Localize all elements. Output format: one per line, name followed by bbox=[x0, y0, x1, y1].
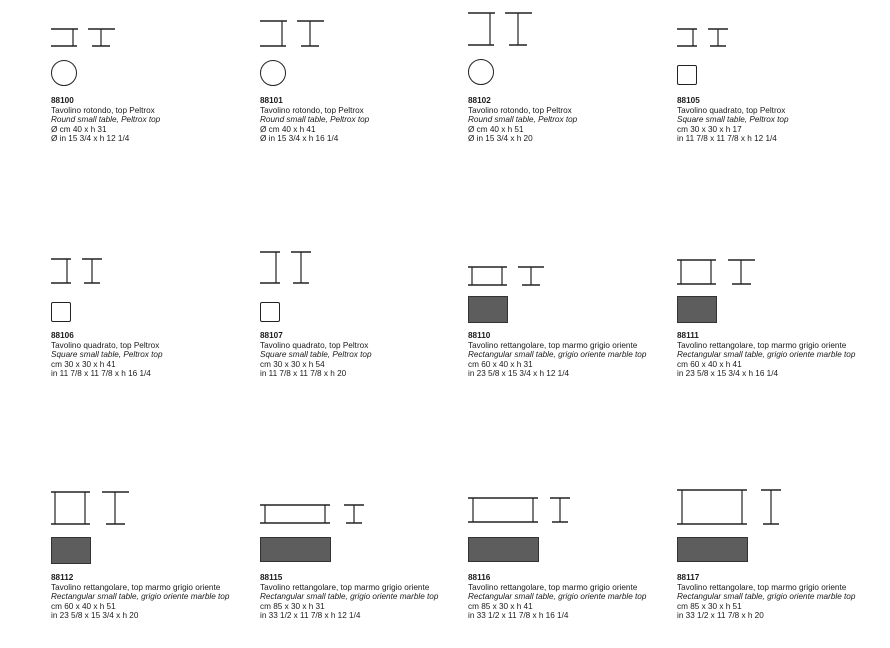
product-name-en: Rectangular small table, grigio oriente marble top bbox=[260, 592, 439, 602]
product-info bbox=[51, 96, 160, 144]
dimensions-cm: cm 30 x 30 x h 17 bbox=[677, 124, 742, 134]
product-code: 88102 bbox=[468, 96, 491, 105]
product-name-it: Tavolino rettangolare, top marmo grigio oriente bbox=[677, 340, 847, 350]
dimensions-in: in 33 1/2 x 11 7/8 x h 20 bbox=[677, 611, 764, 621]
dimensions-cm: cm 85 x 30 x h 41 bbox=[468, 601, 533, 611]
dimensions-in: Ø in 15 3/4 x h 16 1/4 bbox=[260, 134, 339, 144]
dimensions-cm: cm 30 x 30 x h 54 bbox=[260, 359, 325, 369]
product-name-it: Tavolino quadrato, top Peltrox bbox=[677, 105, 786, 115]
dimensions-cm: cm 60 x 40 x h 51 bbox=[51, 601, 116, 611]
product-name-en: Rectangular small table, grigio oriente marble top bbox=[468, 592, 647, 602]
product-code: 88115 bbox=[260, 573, 283, 582]
product-info bbox=[468, 96, 577, 144]
product-name-it: Tavolino rotondo, top Peltrox bbox=[51, 105, 155, 115]
dimensions-cm: cm 30 x 30 x h 41 bbox=[51, 359, 116, 369]
top-view-shape bbox=[677, 65, 697, 85]
elevation-drawing bbox=[677, 18, 797, 50]
product-name-it: Tavolino rettangolare, top marmo grigio oriente bbox=[468, 340, 638, 350]
product-code: 88101 bbox=[260, 96, 283, 105]
product-name-en: Square small table, Peltrox top bbox=[677, 115, 789, 125]
product-code: 88105 bbox=[677, 96, 700, 105]
elevation-drawing bbox=[51, 254, 171, 288]
top-view-shape bbox=[468, 296, 508, 323]
product-info bbox=[677, 573, 855, 621]
product-info bbox=[468, 573, 646, 621]
product-code: 88110 bbox=[468, 331, 491, 340]
product-card-88106 bbox=[51, 254, 256, 404]
elevation-drawing bbox=[468, 12, 588, 48]
dimensions-cm: cm 85 x 30 x h 51 bbox=[677, 601, 742, 611]
elevation-drawing bbox=[260, 18, 380, 50]
product-name-it: Tavolino rettangolare, top marmo grigio oriente bbox=[51, 582, 221, 592]
top-view-shape bbox=[51, 60, 77, 86]
product-info bbox=[51, 573, 229, 621]
product-name-it: Tavolino rotondo, top Peltrox bbox=[468, 105, 572, 115]
elevation-drawing bbox=[51, 488, 171, 528]
dimensions-cm: Ø cm 40 x h 41 bbox=[260, 124, 316, 134]
product-card-88101 bbox=[260, 18, 465, 168]
elevation-drawing bbox=[677, 486, 797, 528]
product-code: 88112 bbox=[51, 573, 74, 582]
product-card-88107 bbox=[260, 250, 465, 400]
elevation-drawing bbox=[51, 18, 171, 50]
product-card-88111 bbox=[677, 254, 882, 404]
product-card-88105 bbox=[677, 18, 882, 168]
dimensions-in: in 23 5/8 x 15 3/4 x h 12 1/4 bbox=[468, 369, 570, 379]
top-view-shape bbox=[260, 60, 286, 86]
product-card-88112 bbox=[51, 488, 256, 638]
product-code: 88116 bbox=[468, 573, 491, 582]
product-name-en: Square small table, Peltrox top bbox=[51, 350, 163, 360]
product-info bbox=[260, 96, 369, 144]
product-info bbox=[260, 331, 372, 379]
product-name-en: Rectangular small table, grigio oriente marble top bbox=[677, 592, 856, 602]
dimensions-in: in 11 7/8 x 11 7/8 x h 16 1/4 bbox=[51, 369, 151, 379]
product-name-en: Rectangular small table, grigio oriente marble top bbox=[677, 350, 856, 360]
top-view-shape bbox=[468, 537, 539, 562]
product-card-88102 bbox=[468, 12, 673, 162]
product-card-88100 bbox=[51, 18, 256, 168]
product-info bbox=[260, 573, 438, 621]
product-name-it: Tavolino quadrato, top Peltrox bbox=[51, 340, 160, 350]
elevation-drawing bbox=[260, 498, 380, 528]
dimensions-cm: cm 60 x 40 x h 31 bbox=[468, 359, 533, 369]
product-card-88115 bbox=[260, 498, 465, 648]
top-view-shape bbox=[677, 537, 748, 562]
dimensions-cm: cm 60 x 40 x h 41 bbox=[677, 359, 742, 369]
dimensions-cm: cm 85 x 30 x h 31 bbox=[260, 601, 325, 611]
product-card-88116 bbox=[468, 492, 673, 642]
product-card-88110 bbox=[468, 260, 673, 410]
dimensions-in: in 33 1/2 x 11 7/8 x h 12 1/4 bbox=[260, 611, 361, 621]
product-name-it: Tavolino quadrato, top Peltrox bbox=[260, 340, 369, 350]
product-name-it: Tavolino rotondo, top Peltrox bbox=[260, 105, 364, 115]
product-name-it: Tavolino rettangolare, top marmo grigio oriente bbox=[468, 582, 638, 592]
dimensions-in: in 23 5/8 x 15 3/4 x h 20 bbox=[51, 611, 139, 621]
product-code: 88106 bbox=[51, 331, 74, 340]
dimensions-in: in 11 7/8 x 11 7/8 x h 12 1/4 bbox=[677, 134, 777, 144]
product-code: 88117 bbox=[677, 573, 700, 582]
product-info bbox=[677, 331, 855, 379]
top-view-shape bbox=[468, 59, 494, 85]
product-name-en: Rectangular small table, grigio oriente marble top bbox=[51, 592, 230, 602]
elevation-drawing bbox=[260, 250, 380, 288]
dimensions-in: Ø in 15 3/4 x h 12 1/4 bbox=[51, 134, 130, 144]
dimensions-cm: Ø cm 40 x h 51 bbox=[468, 124, 524, 134]
product-code: 88100 bbox=[51, 96, 74, 105]
product-info bbox=[677, 96, 789, 144]
elevation-drawing bbox=[468, 260, 588, 290]
top-view-shape bbox=[51, 537, 91, 564]
product-name-it: Tavolino rettangolare, top marmo grigio oriente bbox=[677, 582, 847, 592]
dimensions-in: in 11 7/8 x 11 7/8 x h 20 bbox=[260, 369, 347, 379]
product-name-en: Round small table, Peltrox top bbox=[260, 115, 370, 125]
dimensions-cm: Ø cm 40 x h 31 bbox=[51, 124, 107, 134]
elevation-drawing bbox=[677, 254, 797, 288]
product-name-en: Rectangular small table, grigio oriente marble top bbox=[468, 350, 647, 360]
product-card-88117 bbox=[677, 486, 882, 636]
product-name-it: Tavolino rettangolare, top marmo grigio oriente bbox=[260, 582, 430, 592]
dimensions-in: in 23 5/8 x 15 3/4 x h 16 1/4 bbox=[677, 369, 779, 379]
dimensions-in: in 33 1/2 x 11 7/8 x h 16 1/4 bbox=[468, 611, 569, 621]
product-info bbox=[468, 331, 646, 379]
product-name-en: Round small table, Peltrox top bbox=[51, 115, 161, 125]
product-name-en: Square small table, Peltrox top bbox=[260, 350, 372, 360]
top-view-shape bbox=[677, 296, 717, 323]
product-code: 88111 bbox=[677, 331, 699, 340]
top-view-shape bbox=[260, 302, 280, 322]
top-view-shape bbox=[260, 537, 331, 562]
top-view-shape bbox=[51, 302, 71, 322]
elevation-drawing bbox=[468, 492, 588, 528]
product-code: 88107 bbox=[260, 331, 283, 340]
product-info bbox=[51, 331, 163, 379]
product-name-en: Round small table, Peltrox top bbox=[468, 115, 578, 125]
dimensions-in: Ø in 15 3/4 x h 20 bbox=[468, 134, 533, 144]
